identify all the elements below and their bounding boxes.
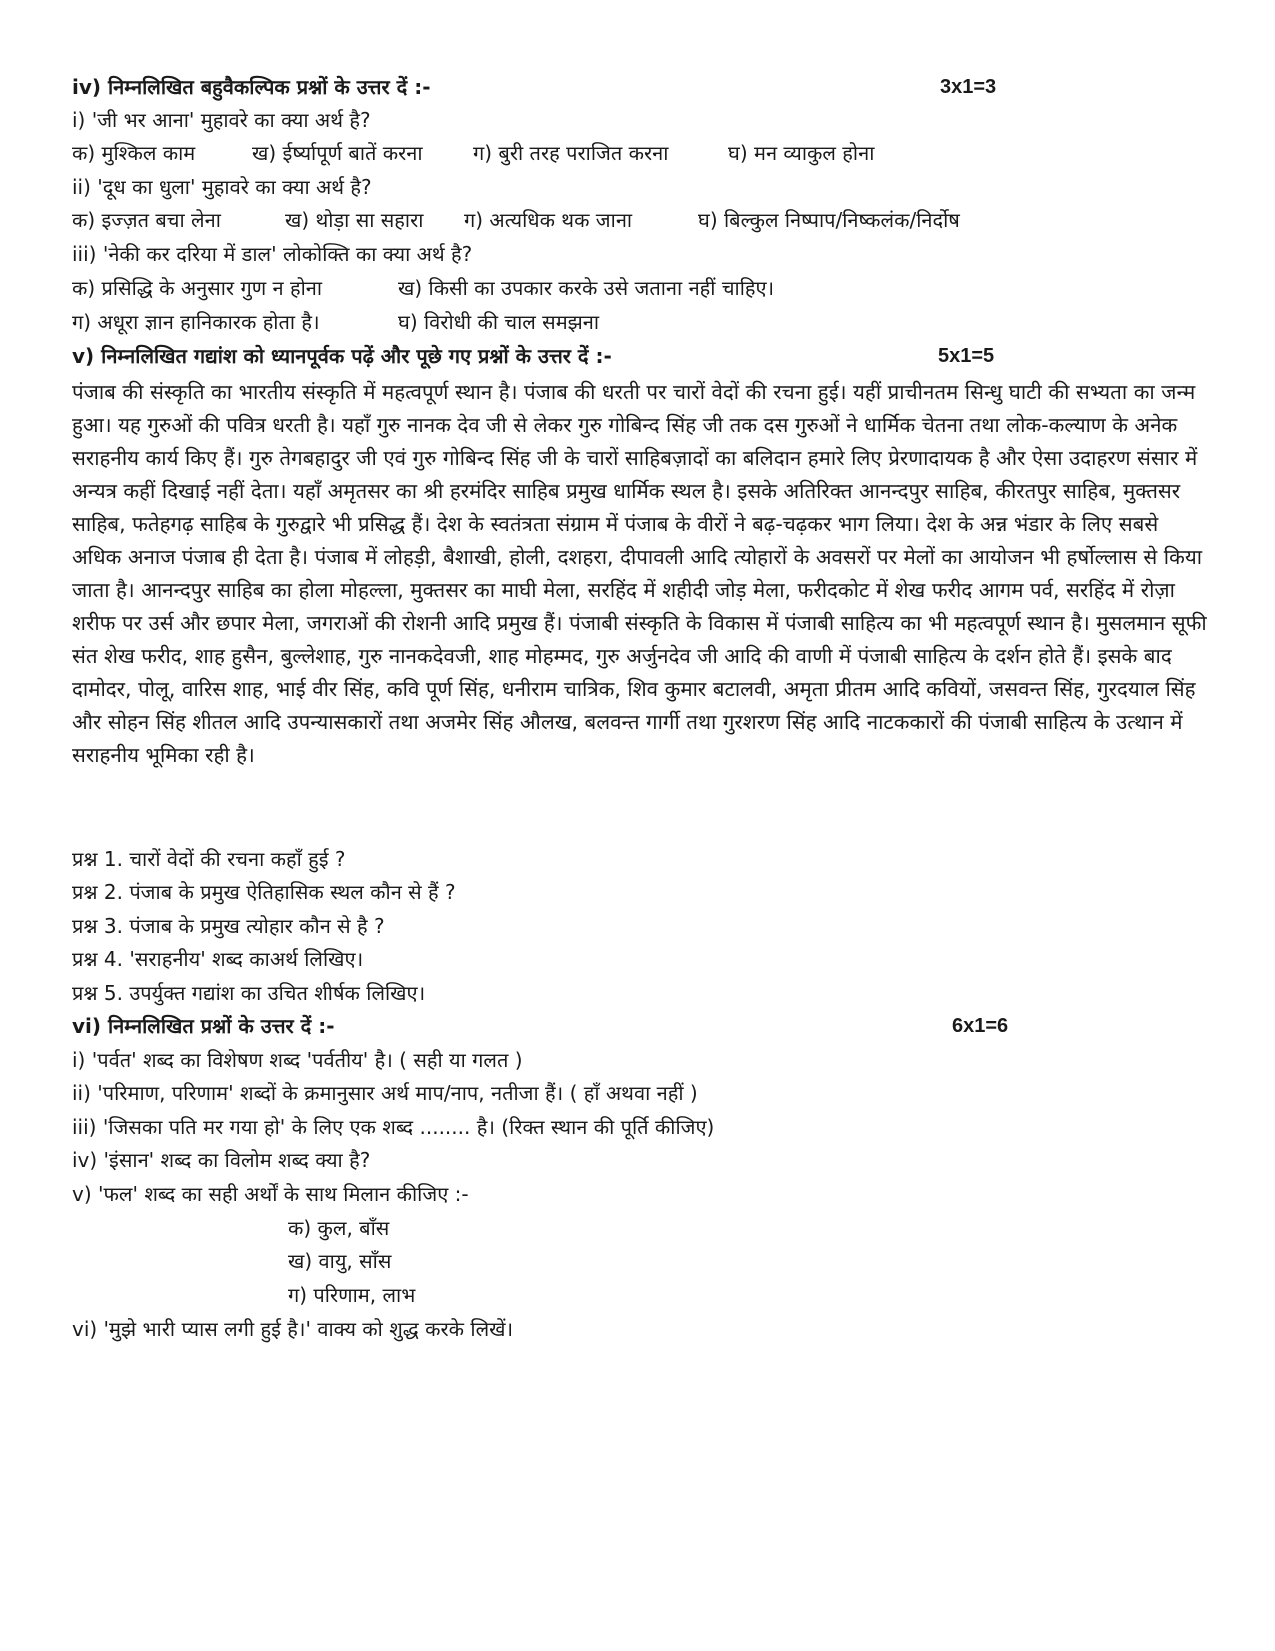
option-iv-3-d: घ) विरोधी की चाल समझना: [398, 310, 600, 334]
section-v-marks: 5x1=5: [938, 345, 995, 367]
grammar-question-6: vi) 'मुझे भारी प्यास लगी हुई है।' वाक्य को शुद्ध करके लिखें।: [72, 1317, 514, 1341]
match-option-a: क) कुल, बाँस: [288, 1216, 390, 1240]
match-option-c: ग) परिणाम, लाभ: [288, 1283, 416, 1307]
option-iv-2-b: ख) थोड़ा सा सहारा: [285, 208, 424, 232]
match-option-b: ख) वायु, साँस: [288, 1249, 392, 1273]
option-iv-2-a: क) इज्ज़त बचा लेना: [72, 208, 221, 232]
grammar-question-4: iv) 'इंसान' शब्द का विलोम शब्द क्या है?: [72, 1148, 371, 1172]
grammar-question-3: iii) 'जिसका पति मर गया हो' के लिए एक शब्द ........ है। (रिक्त स्थान की पूर्ति कीजिए): [72, 1115, 715, 1139]
passage-question-1: प्रश्न 1. चारों वेदों की रचना कहाँ हुई ?: [72, 847, 346, 871]
option-iv-1-b: ख) ईर्ष्यापूर्ण बातें करना: [252, 141, 423, 165]
grammar-question-5: v) 'फल' शब्द का सही अर्थों के साथ मिलान कीजिए :-: [72, 1182, 469, 1206]
passage-question-4: प्रश्न 4. 'सराहनीय' शब्द काअर्थ लिखिए।: [72, 947, 364, 971]
section-vi-heading: vi) निम्नलिखित प्रश्नों के उत्तर दें :-: [72, 1014, 335, 1038]
section-iv-marks: 3x1=3: [940, 76, 997, 98]
option-iv-2-d: घ) बिल्कुल निष्पाप/निष्कलंक/निर्दोष: [698, 208, 960, 232]
passage-question-2: प्रश्न 2. पंजाब के प्रमुख ऐतिहासिक स्थल कौन से हैं ?: [72, 880, 456, 904]
option-iv-3-a: क) प्रसिद्धि के अनुसार गुण न होना: [72, 276, 323, 300]
option-iv-1-a: क) मुश्किल काम: [72, 141, 196, 165]
section-vi-marks: 6x1=6: [952, 1015, 1009, 1037]
option-iv-1-d: घ) मन व्याकुल होना: [728, 141, 875, 165]
section-iv-heading: iv) निम्नलिखित बहुवैकल्पिक प्रश्नों के उत्तर दें :-: [72, 75, 431, 99]
question-iv-3: iii) 'नेकी कर दरिया में डाल' लोकोक्ति का क्या अर्थ है?: [72, 242, 473, 266]
option-iv-3-c: ग) अधूरा ज्ञान हानिकारक होता है।: [72, 310, 320, 334]
passage-text: पंजाब की संस्कृति का भारतीय संस्कृति में महत्वपूर्ण स्थान है। पंजाब की धरती पर चारों वेदों की रचना हुई। यहीं प्राचीनतम सिन्धु घाटी की सभ्यता का जन्म हुआ। यह गुरुओं की पवित्र धरती है। यहाँ गुरु नानक देव जी से लेकर गुरु गोबिन्द सिंह जी तक दस गुरुओं ने धार्मिक चेतना तथा लोक-कल्याण के अनेक सराहनीय कार्य किए हैं। गुरु तेगबहादुर जी एवं गुरु गोबिन्द सिंह जी के चारों साहिबज़ादों का बलिदान हमारे लिए प्रेरणादायक है और ऐसा उदाहरण संसार में अन्यत्र कहीं दिखाई नहीं देता। यहाँ अमृतसर का श्री हरमंदिर साहिब प्रमुख धार्मिक स्थल है। इसके अतिरिक्त आनन्दपुर साहिब, कीरतपुर साहिब, मुक्तसर साहिब, फतेहगढ़ साहिब के गुरुद्वारे भी प्रसिद्ध हैं। देश के स्वतंत्रता संग्राम में पंजाब के वीरों ने बढ़-चढ़कर भाग लिया। देश के अन्न भंडार के लिए सबसे अधिक अनाज पंजाब ही देता है। पंजाब में लोहड़ी, बैशाखी, होली, दशहरा, दीपावली आदि त्योहारों के अवसरों पर मेलों का आयोजन भी हर्षोल्लास से किया जाता है। आनन्दपुर साहिब का होला मोहल्ला, मुक्तसर का माघी मेला, सरहिंद में शहीदी जोड़ मेला, फरीदकोट में शेख फरीद आगम पर्व, सरहिंद में रोज़ा शरीफ पर उर्स और छपार मेला, जगराओं की रोशनी आदि प्रमुख हैं। पंजाबी संस्कृति के विकास में पंजाबी साहित्य का भी महत्वपूर्ण स्थान है। मुसलमान सूफी संत शेख फरीद, शाह हुसैन, बुल्लेशाह, गुरु नानकदेवजी, शाह मोहम्मद, गुरु अर्जुनदेव जी आदि की वाणी में पंजाबी साहित्य के दर्शन होते हैं। इसके बाद दामोदर, पोलू, वारिस शाह, भाई वीर सिंह, कवि पूर्ण सिंह, धनीराम चात्रिक, शिव कुमार बटालवी, अमृता प्रीतम आदि कवियों, जसवन्त सिंह, गुरदयाल सिंह और सोहन सिंह शीतल आदि उपन्यासकारों तथा अजमेर सिंह औलख, बलवन्त गार्गी तथा गुरशरण सिंह आदि नाटककारों की पंजाबी साहित्य के उत्थान में सराहनीय भूमिका रही है।: [72, 380, 1207, 767]
question-iv-1: i) 'जी भर आना' मुहावरे का क्या अर्थ है?: [72, 108, 371, 132]
passage-question-5: प्रश्न 5. उपर्युक्त गद्यांश का उचित शीर्षक लिखिए।: [72, 981, 426, 1005]
section-v-heading: v) निम्नलिखित गद्यांश को ध्यानपूर्वक पढ़ें और पूछे गए प्रश्नों के उत्तर दें :-: [72, 344, 612, 368]
question-iv-2: ii) 'दूध का धुला' मुहावरे का क्या अर्थ है?: [72, 175, 372, 199]
option-iv-2-c: ग) अत्यधिक थक जाना: [464, 208, 633, 232]
passage-question-3: प्रश्न 3. पंजाब के प्रमुख त्योहार कौन से है ?: [72, 914, 385, 938]
option-iv-3-b: ख) किसी का उपकार करके उसे जताना नहीं चाहिए।: [398, 276, 775, 300]
option-iv-1-c: ग) बुरी तरह पराजित करना: [473, 141, 669, 165]
grammar-question-1: i) 'पर्वत' शब्द का विशेषण शब्द 'पर्वतीय' है। ( सही या गलत ): [72, 1048, 523, 1072]
grammar-question-2: ii) 'परिमाण, परिणाम' शब्दों के क्रमानुसार अर्थ माप/नाप, नतीजा हैं। ( हाँ अथवा नहीं ): [72, 1081, 698, 1105]
